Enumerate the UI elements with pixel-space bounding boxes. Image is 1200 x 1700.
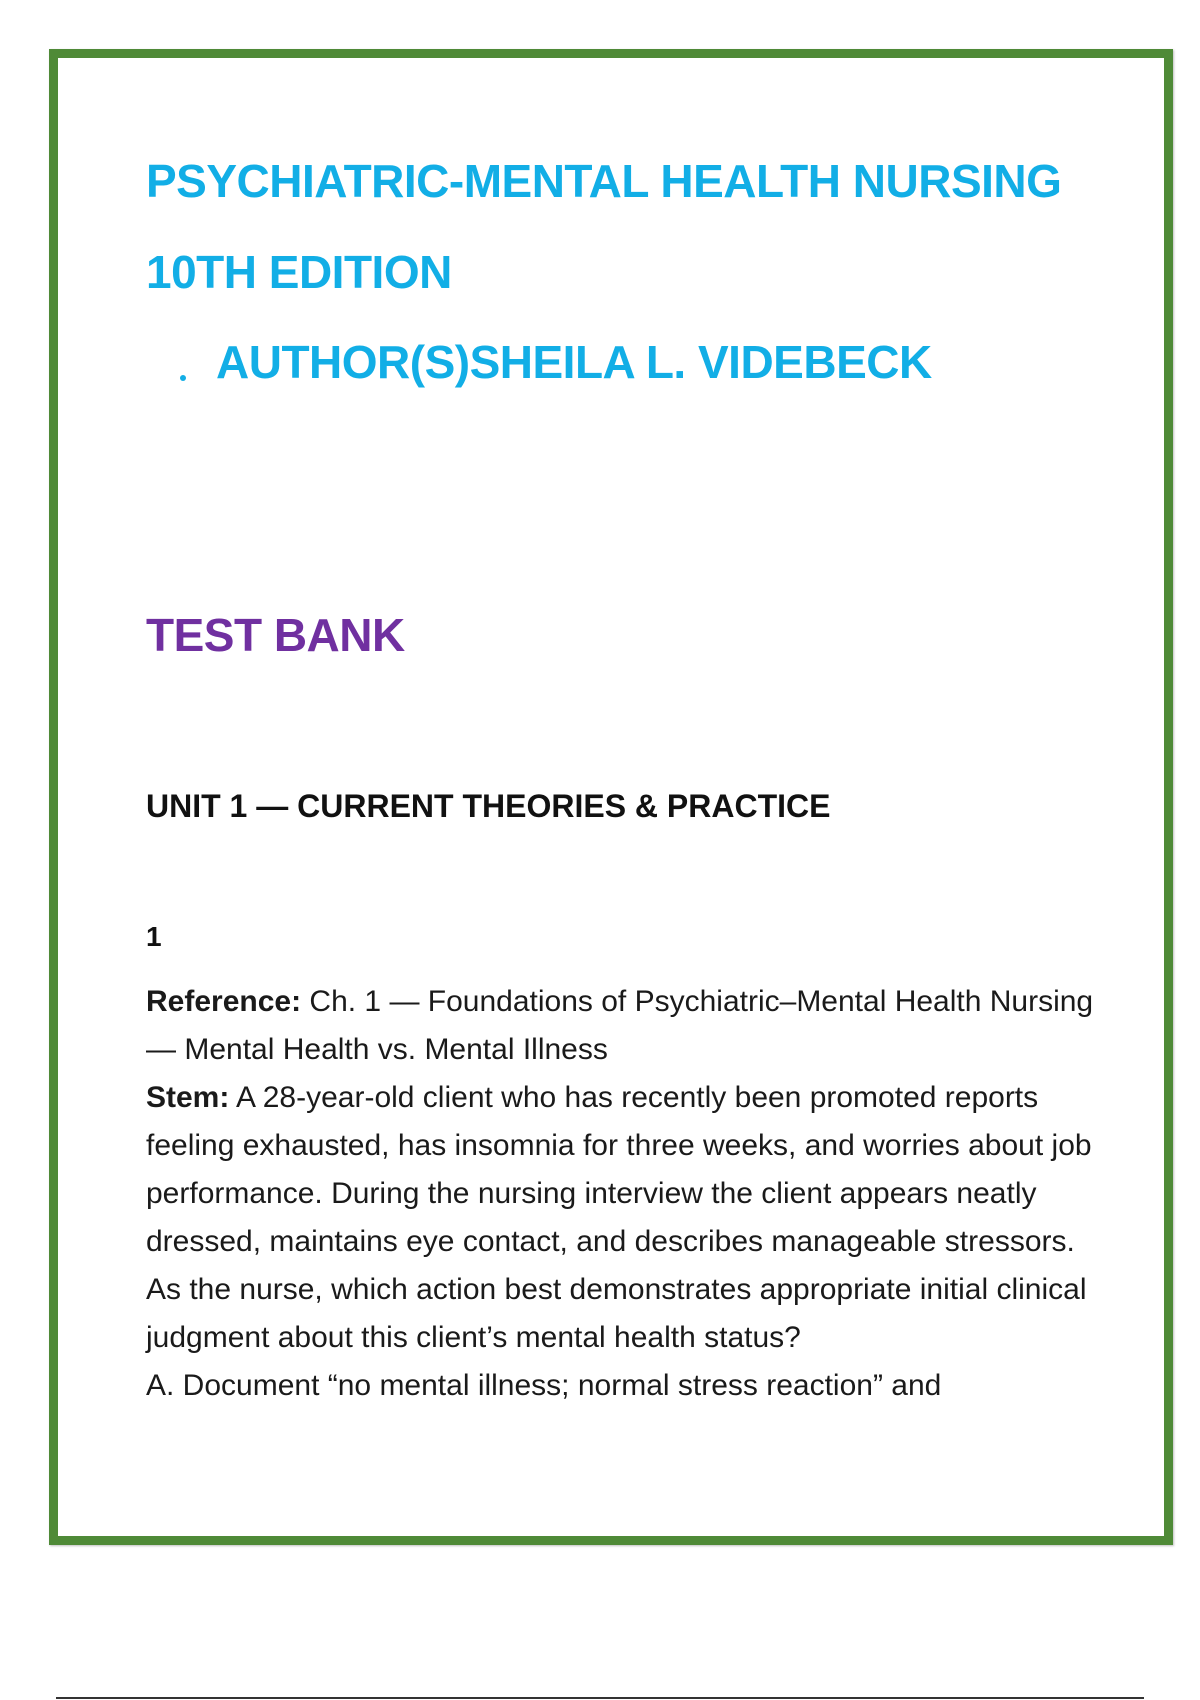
book-edition: 10TH EDITION xyxy=(146,246,452,298)
question-number: 1 xyxy=(146,921,162,952)
book-title-line-1: PSYCHIATRIC-MENTAL HEALTH NURSING xyxy=(146,155,1062,207)
question-stem xyxy=(146,1074,1106,1362)
stem-label: Stem: xyxy=(146,1081,230,1114)
page-divider xyxy=(56,1697,1144,1699)
author-name: AUTHOR(S)SHEILA L. VIDEBECK xyxy=(216,336,932,388)
bullet-icon xyxy=(180,375,186,381)
reference-label: Reference: xyxy=(146,985,302,1018)
question-body xyxy=(146,978,1106,1410)
stem-text: A 28-year-old client who has recently been promoted reports feeling exhausted, has insomnia for three weeks, and worries about job performance. During the nursing interview the client appears neatly dressed, maintains eye contact, and describes manageable stressors. As the nurse, which action best demonstrates appropriate initial clinical judgment about this client’s mental health status? xyxy=(146,1081,1092,1354)
question-reference xyxy=(146,978,1106,1074)
reference-text: Ch. 1 — Foundations of Psychiatric–Mental Health Nursing — Mental Health vs. Mental Illness xyxy=(146,985,1094,1066)
test-bank-heading: TEST BANK xyxy=(146,609,405,661)
answer-option-a: A. Document “no mental illness; normal stress reaction” and xyxy=(146,1369,942,1402)
unit-heading: UNIT 1 — CURRENT THEORIES & PRACTICE xyxy=(146,788,831,824)
author-line xyxy=(180,336,932,388)
